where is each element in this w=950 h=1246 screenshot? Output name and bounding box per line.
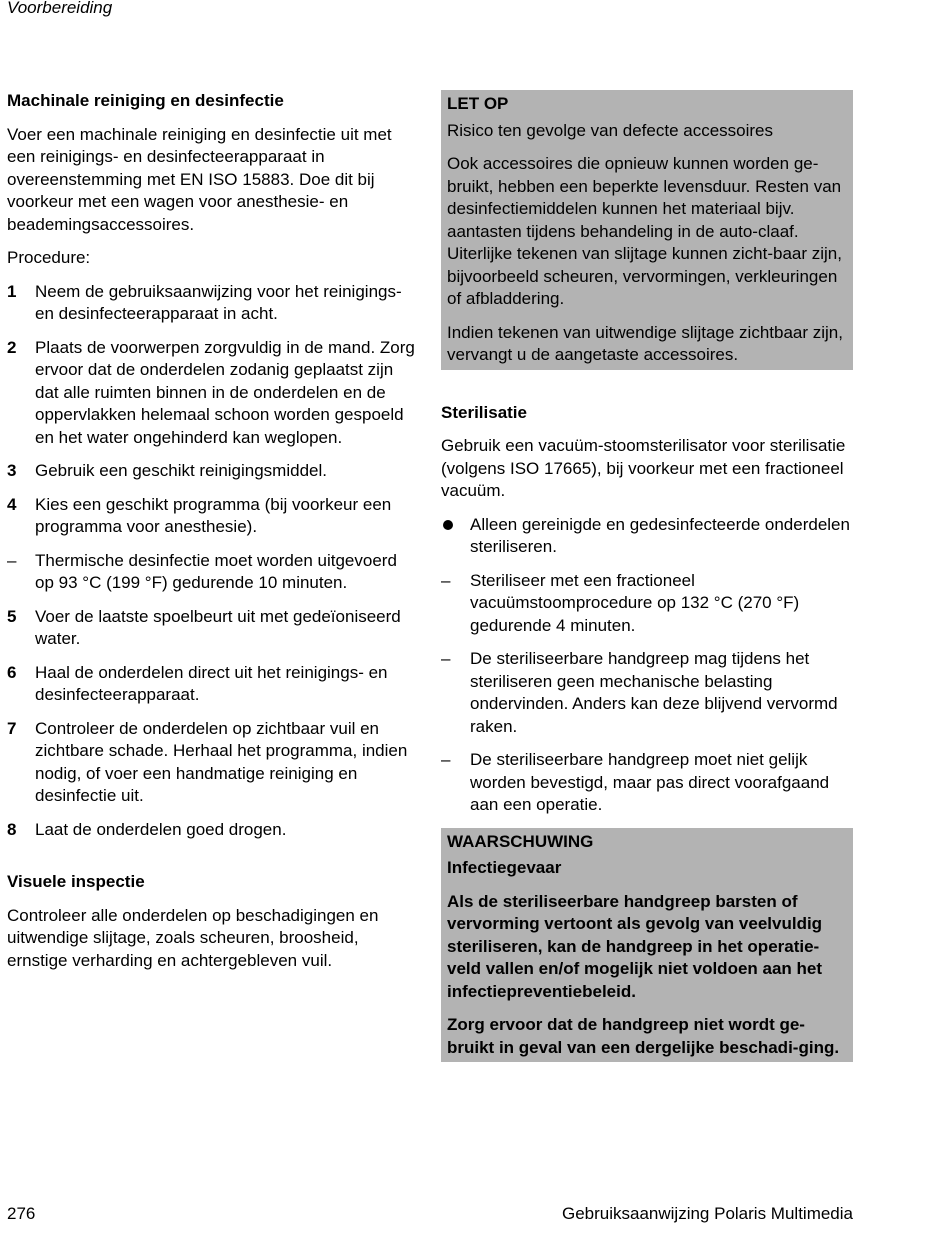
- sterilization-dash-3: [441, 749, 853, 817]
- right-column: [441, 90, 853, 1062]
- procedure-step-1: [7, 281, 417, 326]
- sterilization-bullet: [441, 514, 853, 559]
- step-text: Voer de laatste spoelbeurt uit met gedeïoniseerd water.: [35, 606, 401, 648]
- step-number: 6: [7, 662, 17, 682]
- step-text: Haal de onderdelen direct uit het reinigings- en desinfecteerapparaat.: [35, 662, 388, 704]
- step-number: 2: [7, 337, 17, 357]
- step-number: 5: [7, 606, 17, 626]
- step-text: Gebruik een geschikt reinigingsmiddel.: [35, 461, 327, 480]
- step-text: Laat de onderdelen goed drogen.: [35, 819, 287, 839]
- sterilization-heading: Sterilisatie: [441, 402, 527, 422]
- step-number: 8: [7, 819, 17, 839]
- procedure-step-8: [7, 819, 417, 842]
- procedure-step-6: [7, 662, 417, 707]
- warning-subtitle: Infectiegevaar: [447, 858, 562, 877]
- step-number: 3: [7, 461, 17, 480]
- sterilization-bullets: [441, 514, 853, 559]
- dash-mark: –: [7, 550, 17, 570]
- step-4-substep: [7, 550, 417, 595]
- sterilization-dash-2: [441, 648, 853, 738]
- warning-text-2: Zorg ervoor dat de handgreep niet wordt ge-bruikt in geval van een dergelijke beschadi-ging.: [447, 1015, 840, 1057]
- warning-title: WAARSCHUWING: [447, 831, 594, 851]
- warning-box: [441, 828, 853, 1063]
- step-text: Kies een geschikt programma (bij voorkeur een programma voor anesthesie).: [35, 494, 392, 536]
- procedure-step-2: [7, 337, 417, 450]
- sterilization-intro: Gebruik een vacuüm-stoomsterilisator voor sterilisatie (volgens ISO 17665), bij voorkeur met een fractioneel vacuüm.: [441, 436, 846, 500]
- visual-inspection-text: Controleer alle onderdelen op beschadigingen en uitwendige slijtage, zoals scheuren, broosheid, ernstige verharding en achtergebleven vuil.: [7, 905, 379, 970]
- step-number: 4: [7, 494, 17, 514]
- procedure-step-4: [7, 494, 417, 539]
- machine-cleaning-intro: Voer een machinale reiniging en desinfectie uit met een reinigings- en desinfecteerapparaat in overeenstemming met EN ISO 15883. Doe dit bij voorkeur met een wagen voor anesthesie- en beademingsaccessoires.: [7, 124, 392, 234]
- procedure-step-5: [7, 606, 417, 651]
- step-text: Controleer de onderdelen op zichtbaar vuil en zichtbare schade. Herhaal het programma, indien nodig, of voer een handmatige reiniging en desinfectie uit.: [35, 718, 408, 805]
- left-column: [7, 90, 417, 983]
- caution-text-1: Ook accessoires die opnieuw kunnen worden ge-bruikt, hebben een beperkte levensduur. Resten van desinfectiemiddelen kunnen het materiaal bijv. aantasten tijdens behandeling in de auto-claaf. Uiterlijke tekenen van slijtage kunnen zicht-baar zijn, bijvoorbeeld scheuren, vervormingen, verkleuringen of afbladdering.: [447, 154, 842, 308]
- sterilization-dash-1: [441, 570, 853, 638]
- machine-cleaning-heading: Machinale reiniging en desinfectie: [7, 91, 284, 110]
- caution-title: LET OP: [447, 94, 509, 113]
- dash-mark: –: [441, 570, 451, 590]
- procedure-step-3: [7, 460, 417, 483]
- dash-mark: –: [441, 750, 451, 769]
- dash-text: De steriliseerbare handgreep moet niet gelijk worden bevestigd, maar pas direct voorafgaand aan een operatie.: [470, 750, 830, 814]
- step-number: 1: [7, 281, 17, 301]
- page-number: 276: [7, 1204, 36, 1223]
- dash-mark: –: [441, 649, 451, 668]
- document-title: Gebruiksaanwijzing Polaris Multimedia: [561, 1204, 853, 1223]
- visual-inspection-heading: Visuele inspectie: [7, 872, 145, 891]
- caution-text-2: Indien tekenen van uitwendige slijtage zichtbaar zijn, vervangt u de aangetaste accessoires.: [447, 322, 843, 364]
- dash-text: Steriliseer met een fractioneel vacuümstoomprocedure op 132 °C (270 °F) gedurende 4 minuten.: [470, 570, 800, 635]
- procedure-step-7: [7, 718, 417, 808]
- dash-text: De steriliseerbare handgreep mag tijdens het steriliseren geen mechanische belasting ondervinden. Anders kan deze blijvend vervormd raken.: [470, 649, 838, 736]
- caution-box: [441, 90, 853, 370]
- substep-text: Thermische desinfectie moet worden uitgevoerd op 93 °C (199 °F) gedurende 10 minuten.: [35, 550, 397, 592]
- step-text: Plaats de voorwerpen zorgvuldig in de mand. Zorg ervoor dat de onderdelen zodanig geplaatst zijn dat alle ruimten binnen in de onderdelen en de oppervlakken helemaal schoon worden gespoeld en het water ongehinderd kan weglopen.: [35, 337, 415, 447]
- procedure-label: Procedure:: [7, 248, 91, 267]
- step-number: 7: [7, 718, 17, 738]
- sterilization-dashes: [441, 570, 853, 817]
- step-text: Neem de gebruiksaanwijzing voor het reinigings- en desinfecteerapparaat in acht.: [35, 281, 402, 323]
- caution-subtitle: Risico ten gevolge van defecte accessoires: [447, 120, 774, 140]
- bullet-dot: [443, 520, 453, 530]
- procedure-steps: [7, 281, 417, 842]
- bullet-text: Alleen gereinigde en gedesinfecteerde onderdelen steriliseren.: [470, 514, 850, 556]
- section-header: Voorbereiding: [7, 0, 113, 17]
- warning-text-1: Als de steriliseerbare handgreep barsten of vervorming vertoont als gevolg van veelvuldig steriliseren, kan de handgreep in het operatie-veld vallen en/of mogelijk niet voldoen aan het infectiepreventiebeleid.: [447, 891, 823, 1001]
